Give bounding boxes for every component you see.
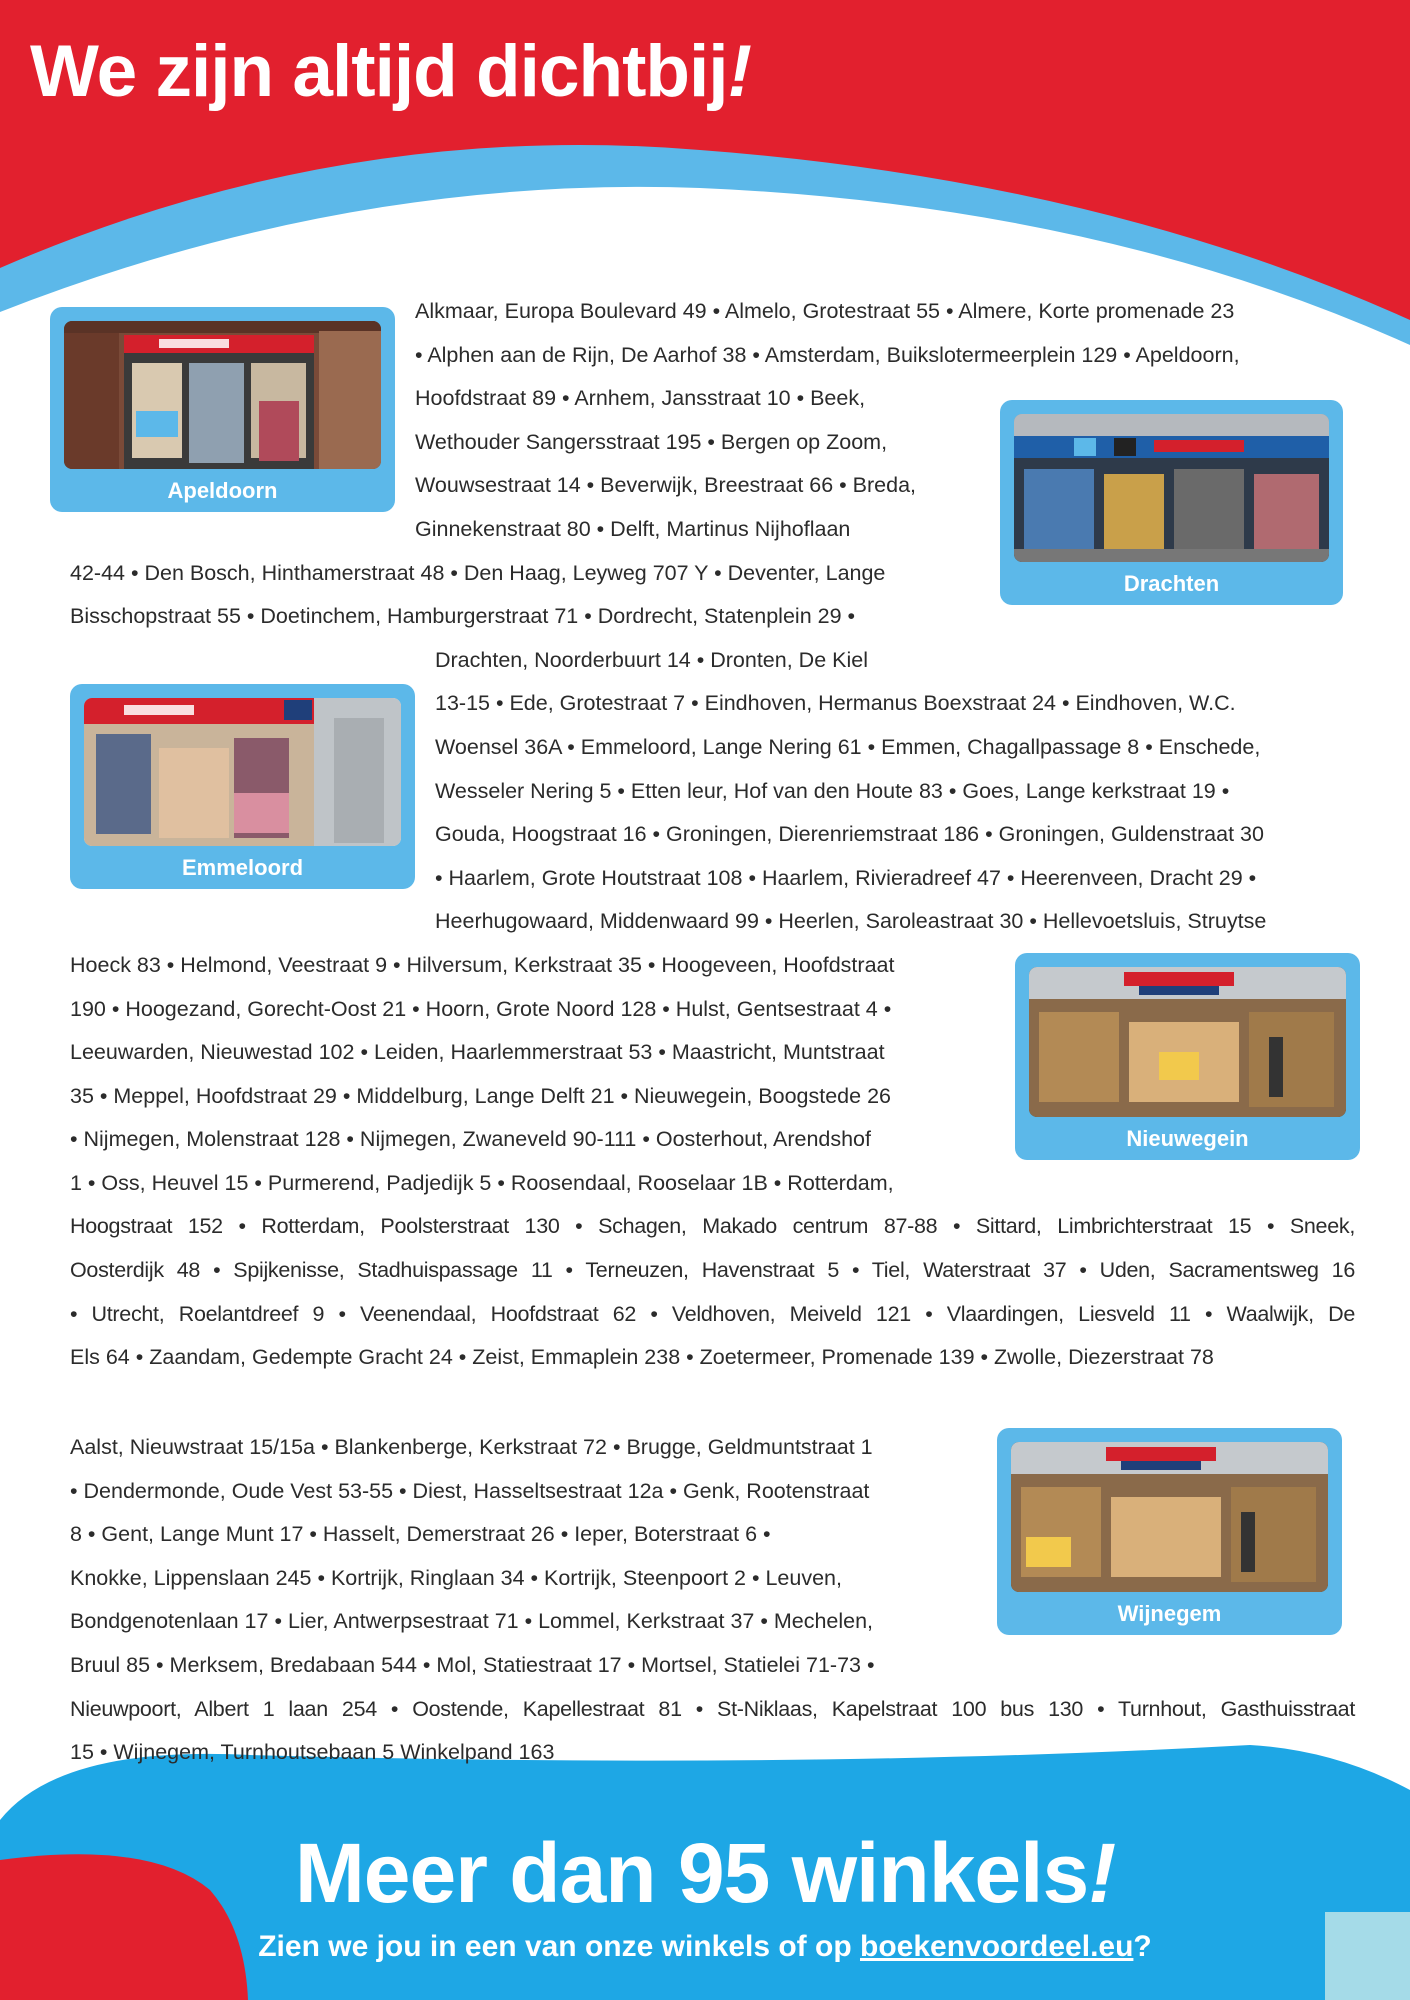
store-photo-emmeloord (70, 684, 415, 889)
store-list-line: Drachten, Noorderbuurt 14 • Dronten, De Kiel (435, 647, 868, 672)
store-list-line: • Alphen aan de Rijn, De Aarhof 38 • Amsterdam, Buikslotermeerplein 129 • Apeldoorn, (415, 342, 1240, 367)
website-link[interactable]: boekenvoordeel.eu (860, 1930, 1134, 1963)
storefront-image (1029, 967, 1346, 1117)
store-list-line: 8 • Gent, Lange Munt 17 • Hasselt, Demerstraat 26 • Ieper, Boterstraat 6 • (70, 1522, 771, 1547)
store-list-line: Hoeck 83 • Helmond, Veestraat 9 • Hilversum, Kerkstraat 35 • Hoogeveen, Hoofdstraat (70, 952, 895, 977)
store-list-line: 190 • Hoogezand, Gorecht-Oost 21 • Hoorn, Grote Noord 128 • Hulst, Gentsestraat 4 • (70, 996, 892, 1021)
store-list-line: Els 64 • Zaandam, Gedempte Gracht 24 • Zeist, Emmaplein 238 • Zoetermeer, Promenade 139 • Zwolle, Diezerstraat 78 (70, 1345, 1214, 1370)
store-list-line: • Dendermonde, Oude Vest 53-55 • Diest, Hasseltsestraat 12a • Genk, Rootenstraat (70, 1478, 870, 1503)
store-list-line: 13-15 • Ede, Grotestraat 7 • Eindhoven, Hermanus Boexstraat 24 • Eindhoven, W.C. (435, 691, 1236, 716)
store-list-line: Nieuwpoort, Albert 1 laan 254 • Oostende, Kapellestraat 81 • St-Niklaas, Kapelstraat 100 bus 130 • Turnhout, Gasthuisstraat (70, 1696, 1355, 1721)
storefront-image (84, 698, 401, 846)
store-list-line: Hoofdstraat 89 • Arnhem, Jansstraat 10 • Beek, (415, 386, 866, 411)
store-list-line: Wesseler Nering 5 • Etten leur, Hof van den Houte 83 • Goes, Lange kerkstraat 19 • (435, 778, 1230, 803)
store-photo-wijnegem (997, 1428, 1342, 1635)
store-list-line: Wethouder Sangersstraat 195 • Bergen op Zoom, (415, 429, 888, 454)
store-list-line: • Utrecht, Roelantdreef 9 • Veenendaal, Hoofdstraat 62 • Veldhoven, Meiveld 121 • Vlaardingen, Liesveld 11 • Waalwijk, De (70, 1301, 1355, 1326)
footer-title-exclamation: ! (1088, 1826, 1116, 1920)
store-list-line: Ginnekenstraat 80 • Delft, Martinus Nijhoflaan (415, 516, 851, 541)
footer-subtitle (0, 1930, 1410, 1964)
store-photo-apeldoorn (50, 307, 395, 512)
footer-title (0, 1825, 1410, 1922)
store-list-line: • Nijmegen, Molenstraat 128 • Nijmegen, Zwaneveld 90-111 • Oosterhout, Arendshof (70, 1127, 871, 1152)
headline-text: We zijn altijd dichtbij (30, 31, 728, 112)
store-list-line: Woensel 36A • Emmeloord, Lange Nering 61 • Emmen, Chagallpassage 8 • Enschede, (435, 734, 1261, 759)
headline-exclamation: ! (727, 31, 751, 112)
footer-subtitle-end: ? (1133, 1930, 1152, 1963)
photo-caption: Apeldoorn (167, 478, 278, 503)
store-list-line: Alkmaar, Europa Boulevard 49 • Almelo, Grotestraat 55 • Almere, Korte promenade 23 (415, 299, 1235, 323)
page-headline (30, 30, 751, 113)
store-list-line: Bisschopstraat 55 • Doetinchem, Hamburgerstraat 71 • Dordrecht, Statenplein 29 • (70, 604, 856, 629)
storefront-image (1011, 1442, 1328, 1592)
store-list-line: Gouda, Hoogstraat 16 • Groningen, Dierenriemstraat 186 • Groningen, Guldenstraat 30 (435, 822, 1264, 847)
store-list-line: 1 • Oss, Heuvel 15 • Purmerend, Padjedijk 5 • Roosendaal, Rooselaar 1B • Rotterdam, (70, 1170, 894, 1195)
store-photo-drachten (1000, 400, 1343, 605)
store-list-line: Bondgenotenlaan 17 • Lier, Antwerpsestraat 71 • Lommel, Kerkstraat 37 • Mechelen, (70, 1609, 874, 1634)
store-list-line: 15 • Wijnegem, Turnhoutsebaan 5 Winkelpand 163 (70, 1740, 555, 1765)
store-list-line: • Haarlem, Grote Houtstraat 108 • Haarlem, Rivieradreef 47 • Heerenveen, Dracht 29 • (435, 865, 1257, 890)
store-list-line: Bruul 85 • Merksem, Bredabaan 544 • Mol, Statiestraat 17 • Mortsel, Statielei 71-73 • (70, 1652, 875, 1677)
store-list-line: Heerhugowaard, Middenwaard 99 • Heerlen, Saroleastraat 30 • Hellevoetsluis, Struytse (435, 909, 1267, 934)
photo-caption: Drachten (1123, 571, 1220, 596)
footer-title-text: Meer dan 95 winkels (294, 1826, 1089, 1920)
storefront-image (64, 321, 381, 469)
store-list-line: Wouwsestraat 14 • Beverwijk, Breestraat 66 • Breda, (415, 473, 917, 498)
store-list-line: Leeuwarden, Nieuwestad 102 • Leiden, Haarlemmerstraat 53 • Maastricht, Muntstraat (70, 1040, 885, 1065)
store-list-line: Knokke, Lippenslaan 245 • Kortrijk, Ringlaan 34 • Kortrijk, Steenpoort 2 • Leuven, (70, 1565, 842, 1590)
store-list-line: Aalst, Nieuwstraat 15/15a • Blankenberge, Kerkstraat 72 • Brugge, Geldmuntstraat 1 (70, 1435, 873, 1459)
footer-subtitle-text: Zien we jou in een van onze winkels of op (258, 1930, 860, 1963)
store-list-line: 42-44 • Den Bosch, Hinthamerstraat 48 • Den Haag, Leyweg 707 Y • Deventer, Lange (70, 560, 886, 585)
store-list-line: Hoogstraat 152 • Rotterdam, Poolsterstraat 130 • Schagen, Makado centrum 87-88 • Sittard, Limbrichterstraat 15 • Sneek, (70, 1214, 1355, 1239)
storefront-image (1014, 414, 1329, 562)
photo-caption: Nieuwegein (1126, 1126, 1249, 1151)
photo-caption: Emmeloord (181, 855, 304, 880)
photo-caption: Wijnegem (1117, 1601, 1222, 1626)
store-list-line: Oosterdijk 48 • Spijkenisse, Stadhuispassage 11 • Terneuzen, Havenstraat 5 • Tiel, Waterstraat 37 • Uden, Sacramentsweg 16 (70, 1258, 1355, 1283)
store-list-line: 35 • Meppel, Hoofdstraat 29 • Middelburg, Lange Delft 21 • Nieuwegein, Boogstede 26 (70, 1083, 891, 1108)
store-photo-nieuwegein (1015, 953, 1360, 1160)
